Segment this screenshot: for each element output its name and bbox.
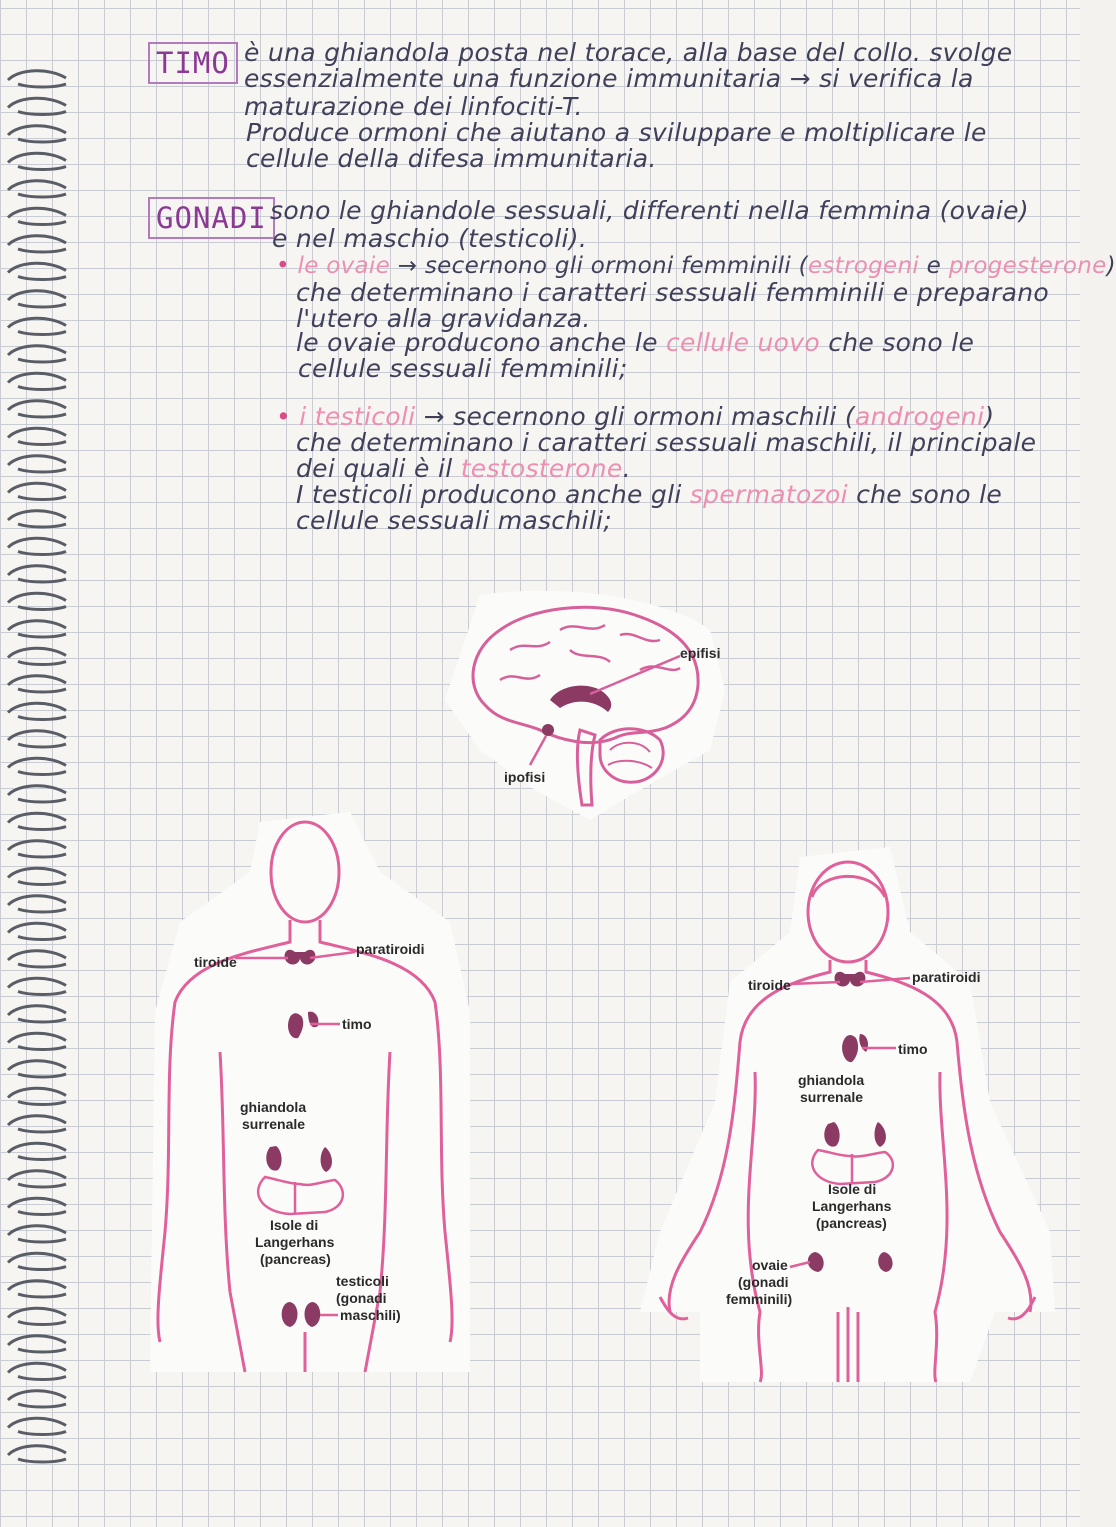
paper-cutout [640, 847, 1055, 1382]
male-testicoli-label-3: maschili) [340, 1307, 401, 1323]
ovaie-l4b: che sono le [828, 328, 975, 357]
close-paren: ) [1106, 253, 1116, 279]
female-timo-label: timo [898, 1041, 928, 1057]
timo-line-3: maturazione dei linfociti-T. [244, 92, 583, 121]
spiral-ring [8, 1336, 66, 1352]
spiral-ring [8, 1363, 66, 1379]
male-surrenale-label-2: surrenale [242, 1116, 306, 1132]
male-timo-label: timo [342, 1016, 372, 1032]
spiral-ring [8, 1226, 66, 1242]
male-paratiroidi-label: paratiroidi [356, 941, 425, 957]
spiral-ring [8, 291, 66, 307]
spiral-ring [8, 676, 66, 692]
ovaie-line-5: cellule sessuali femminili; [298, 354, 628, 383]
ovaie-line-2: che determinano i caratteri sessuali femminili e preparano [296, 278, 1049, 307]
spiral-ring [8, 1198, 66, 1214]
timo-title: TIMO [148, 42, 238, 84]
spiral-ring [8, 566, 66, 582]
male-testicoli-label-2: (gonadi [336, 1290, 387, 1306]
spiral-ring [8, 841, 66, 857]
spiral-ring [8, 483, 66, 499]
female-diagram [640, 842, 1055, 1382]
spiral-ring [8, 1171, 66, 1187]
close-paren: ) [984, 402, 995, 431]
spiral-ring [8, 126, 66, 142]
brain-diagram [440, 590, 740, 820]
male-testicoli-label-1: testicoli [336, 1273, 389, 1289]
spiral-ring [8, 1061, 66, 1077]
spiral-ring [8, 456, 66, 472]
spiral-ring [8, 1391, 66, 1407]
epifisi-label: epifisi [680, 645, 721, 661]
testicoli-term: i testicoli [299, 402, 416, 431]
ovaie-line-3: l'utero alla gravidanza. [296, 304, 591, 333]
timo-line-2: essenzialmente una funzione immunitaria → si verifica la [244, 64, 974, 93]
spiral-ring [8, 208, 66, 224]
ovaie-l1-rest: → secernono gli ormoni femminili ( [397, 253, 808, 279]
testicoli-line-3 [296, 456, 631, 481]
female-langerhans-label-1: Isole di [828, 1181, 877, 1197]
spiral-ring [8, 1281, 66, 1297]
spiral-ring [8, 813, 66, 829]
ovaie-term: le ovaie [297, 253, 391, 279]
testicoli-line-4 [296, 482, 1002, 507]
timo-line-4: Produce ormoni che aiutano a sviluppare e moltiplicare le [246, 118, 987, 147]
spiral-ring [8, 373, 66, 389]
ovaie-l4a: le ovaie producono anche le [296, 328, 658, 357]
testicoli-l1-rest: → secernono gli ormoni maschili ( [423, 402, 855, 431]
spiral-ring [8, 1033, 66, 1049]
male-diagram [150, 812, 480, 1372]
spiral-ring [8, 593, 66, 609]
timo-line-1: è una ghiandola posta nel torace, alla base del collo. svolge [244, 38, 1013, 67]
spiral-ring [8, 951, 66, 967]
female-tiroide-label: tiroide [748, 977, 791, 993]
male-surrenale-label-1: ghiandola [240, 1099, 307, 1115]
ovaie-line-4 [296, 330, 974, 355]
spiral-ring [8, 868, 66, 884]
female-paratiroidi-label: paratiroidi [912, 969, 981, 985]
testicoli-l3a: dei quali è il [296, 454, 453, 483]
testicoli-l3b: . [622, 454, 631, 483]
male-langerhans-label-1: Isole di [270, 1217, 319, 1233]
spiral-ring [8, 346, 66, 362]
ovaie-line-1 [276, 254, 1116, 279]
spiral-ring [8, 1446, 66, 1462]
pituitary-organ [542, 724, 554, 736]
spiral-ring [8, 428, 66, 444]
spiral-ring [8, 978, 66, 994]
spiral-ring [8, 181, 66, 197]
spiral-ring [8, 896, 66, 912]
timo-line-5: cellule della difesa immunitaria. [246, 144, 657, 173]
testicoli-line-5: cellule sessuali maschili; [296, 506, 612, 535]
spiral-ring [8, 758, 66, 774]
spiral-ring [8, 153, 66, 169]
spiral-ring [8, 621, 66, 637]
spiral-ring [8, 1088, 66, 1104]
bullet: • [276, 253, 290, 279]
gonadi-title: GONADI [148, 197, 275, 239]
gonadi-intro-2: e nel maschio (testicoli). [272, 224, 588, 253]
testosterone-term: testosterone [460, 454, 623, 483]
spiral-ring [8, 236, 66, 252]
testicoli-l4b: che sono le [856, 480, 1003, 509]
male-langerhans-label-3: (pancreas) [260, 1251, 331, 1267]
paper-cutout [150, 812, 470, 1372]
spermatozoi-term: spermatozoi [689, 480, 848, 509]
spiral-ring [8, 511, 66, 527]
spiral-ring [8, 1418, 66, 1434]
spiral-ring [8, 1006, 66, 1022]
male-langerhans-label-2: Langerhans [255, 1234, 335, 1250]
testicoli-l4a: I testicoli producono anche gli [296, 480, 682, 509]
spiral-ring [8, 263, 66, 279]
progesterone-term: progesterone [948, 253, 1107, 279]
ipofisi-label: ipofisi [504, 769, 546, 785]
female-langerhans-label-2: Langerhans [812, 1198, 892, 1214]
spiral-ring [8, 1143, 66, 1159]
spiral-ring [8, 538, 66, 554]
spiral-ring [8, 703, 66, 719]
gonadi-intro-1: sono le ghiandole sessuali, differenti nella femmina (ovaie) [270, 196, 1029, 225]
female-langerhans-label-3: (pancreas) [816, 1215, 887, 1231]
spiral-ring [8, 71, 66, 87]
spiral-ring [8, 401, 66, 417]
spiral-binding [0, 0, 80, 1527]
spiral-ring [8, 731, 66, 747]
estrogeni-term: estrogeni [807, 253, 920, 279]
female-ovaie-label-3: femminili) [726, 1291, 793, 1307]
bullet: • [276, 402, 292, 431]
testicoli-line-1 [276, 404, 994, 429]
female-surrenale-label-2: surrenale [800, 1089, 864, 1105]
spiral-ring [8, 1308, 66, 1324]
spiral-ring [8, 786, 66, 802]
male-tiroide-label: tiroide [194, 954, 237, 970]
female-surrenale-label-1: ghiandola [798, 1072, 865, 1088]
female-ovaie-label-1: ovaie [752, 1257, 788, 1273]
spiral-ring [8, 98, 66, 114]
spiral-ring [8, 1253, 66, 1269]
androgeni-term: androgeni [854, 402, 985, 431]
and-word: e [926, 253, 942, 279]
spiral-ring [8, 1116, 66, 1132]
spiral-ring [8, 318, 66, 334]
female-ovaie-label-2: (gonadi [738, 1274, 789, 1290]
spiral-ring [8, 923, 66, 939]
cellule-uovo-term: cellule uovo [666, 328, 820, 357]
spiral-ring [8, 648, 66, 664]
testicoli-line-2: che determinano i caratteri sessuali maschili, il principale [296, 428, 1037, 457]
